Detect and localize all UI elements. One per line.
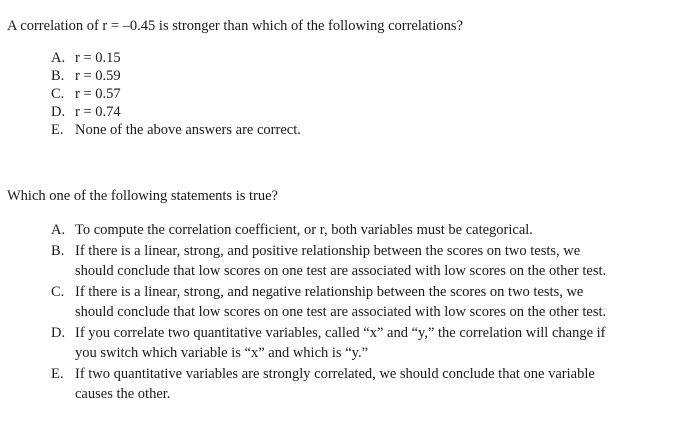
question-1 xyxy=(7,16,687,139)
option-text: If there is a linear, strong, and positive relationship between the scores on two tests, we should conclude that low scores on one test are associated with low scores on the other test. xyxy=(75,242,607,279)
question-2-option-a xyxy=(51,220,611,241)
option-letter: D. xyxy=(51,324,66,341)
option-letter: B. xyxy=(51,68,65,84)
option-text: r = 0.57 xyxy=(75,86,121,102)
option-letter: C. xyxy=(51,283,65,300)
question-1-text: A correlation of r = –0.45 is stronger than which of the following correlations? xyxy=(7,18,463,34)
question-1-option-d xyxy=(51,103,687,121)
question-2 xyxy=(7,186,687,405)
option-text: r = 0.74 xyxy=(75,104,121,120)
option-text: To compute the correlation coefficient, or r, both variables must be categorical. xyxy=(75,222,533,238)
option-letter: E. xyxy=(51,122,64,138)
question-2-option-d xyxy=(51,323,611,364)
option-text: r = 0.59 xyxy=(75,68,121,84)
question-1-option-b xyxy=(51,67,687,85)
question-2-option-c xyxy=(51,282,611,323)
option-letter: B. xyxy=(51,242,65,259)
option-text: If there is a linear, strong, and negative relationship between the scores on two tests, we should conclude that low scores on one test are associated with low scores on the other test. xyxy=(75,283,607,320)
option-text: None of the above answers are correct. xyxy=(75,122,301,138)
option-text: If two quantitative variables are strongly correlated, we should conclude that one variable causes the other. xyxy=(75,365,595,402)
question-2-option-e xyxy=(51,364,611,405)
option-text: If you correlate two quantitative variables, called “x” and “y,” the correlation will change if you switch which variable is “x” and which is “y.” xyxy=(75,324,606,361)
question-1-options xyxy=(51,49,687,139)
question-2-options xyxy=(51,220,611,405)
question-1-option-c xyxy=(51,85,687,103)
question-1-option-a xyxy=(51,49,687,67)
question-2-text: Which one of the following statements is true? xyxy=(7,188,278,204)
question-2-option-b xyxy=(51,241,611,282)
option-letter: A. xyxy=(51,50,66,66)
option-text: r = 0.15 xyxy=(75,50,121,66)
option-letter: A. xyxy=(51,222,66,238)
option-letter: D. xyxy=(51,104,66,120)
question-1-option-e xyxy=(51,121,687,139)
option-letter: E. xyxy=(51,365,64,382)
option-letter: C. xyxy=(51,86,65,102)
